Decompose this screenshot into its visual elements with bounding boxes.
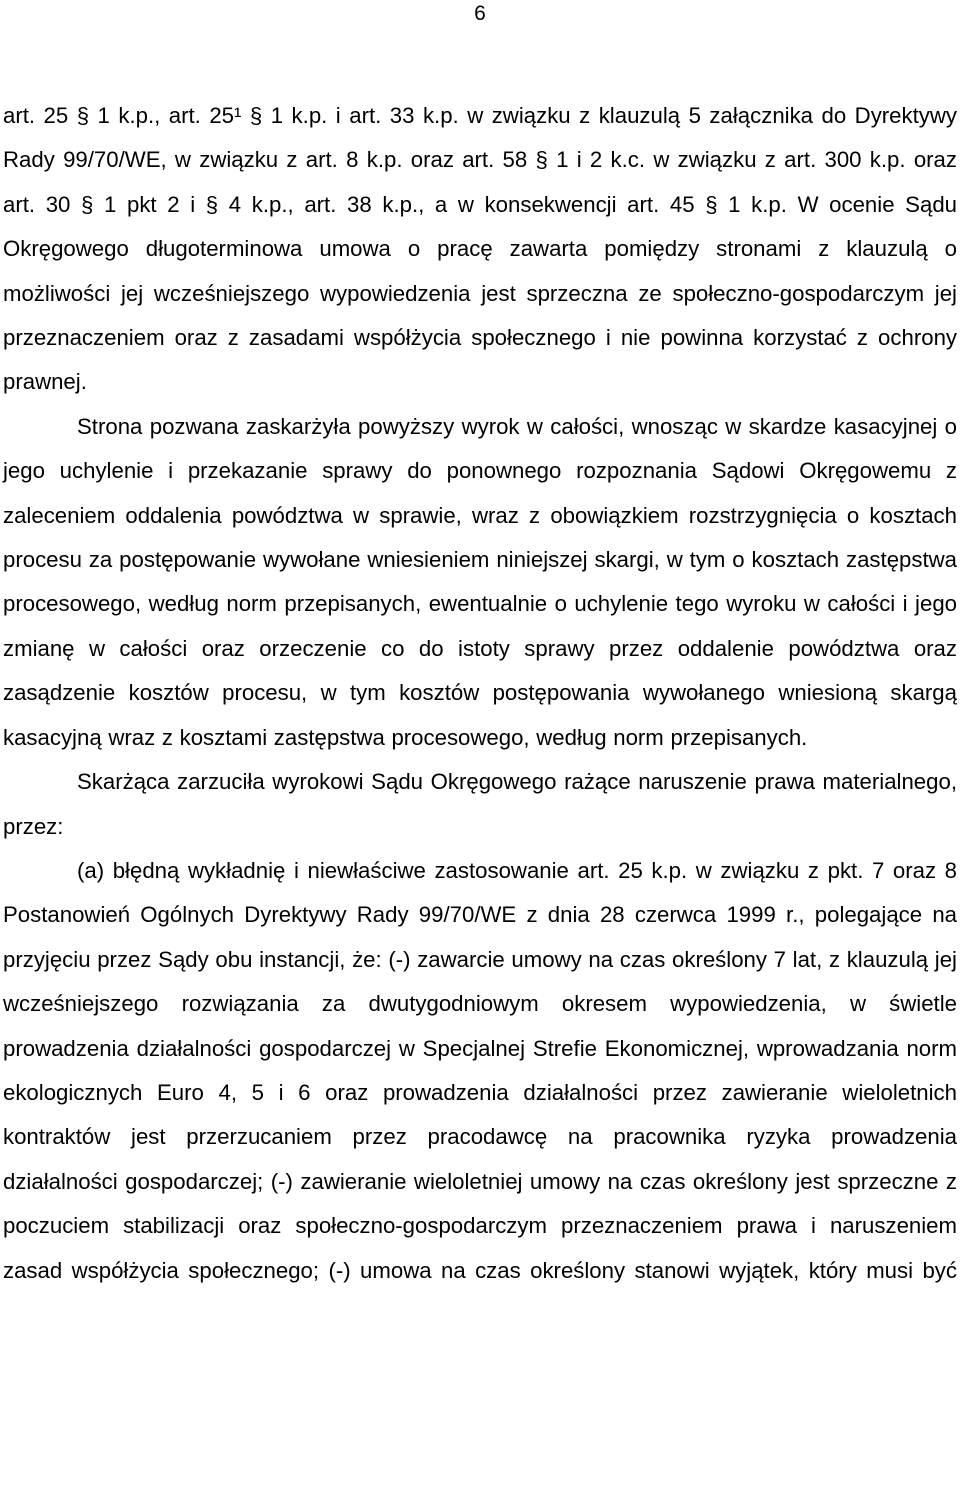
paragraph-allegations: Skarżąca zarzuciła wyrokowi Sądu Okręgowego rażące naruszenie prawa materialnego, przez: xyxy=(3,769,957,839)
paragraph-allegation-a: (a) błędną wykładnię i niewłaściwe zastosowanie art. 25 k.p. w związku z pkt. 7 oraz 8 Postanowień Ogólnych Dyrektywy Rady 99/70/WE z dnia 28 czerwca 1999 r., polegające na przyjęciu przez Sądy obu instancji, że: (-) zawarcie umowy na czas określony 7 lat, z klauzulą jej wcześniejszego rozwiązania za dwutygodniowym okresem wypowiedzenia, w świetle prowadzenia działalności gospodarczej w Specjalnej Strefie Ekonomicznej, wprowadzania norm ekologicznych Euro 4, 5 i 6 oraz prowadzenia działalności przez zawieranie wieloletnich kontraktów jest przerzucaniem przez pracodawcę na pracownika ryzyka prowadzenia działalności gospodarczej; (-) zawieranie wieloletniej umowy na czas określony jest sprzeczne z poczuciem stabilizacji oraz społeczno-gospodarczym przeznaczeniem prawa i naruszeniem zasad współżycia społecznego; (-) umowa na czas określony stanowi wyjątek, który musi być xyxy=(3,857,957,1283)
document-body xyxy=(3,94,957,1293)
paragraph-legal-basis: art. 25 § 1 k.p., art. 25¹ § 1 k.p. i art. 33 k.p. w związku z klauzulą 5 załącznika do Dyrektywy Rady 99/70/WE, w związku z art. 8 k.p. oraz art. 58 § 1 i 2 k.c. w związku z art. 300 k.p. oraz art. 30 § 1 pkt 2 i § 4 k.p., art. 38 k.p., a w konsekwencji art. 45 § 1 k.p. W ocenie Sądu Okręgowego długoterminowa umowa o pracę zawarta pomiędzy stronami z klauzulą o możliwości jej wcześniejszego wypowiedzenia jest sprzeczna ze społeczno-gospodarczym jej przeznaczeniem oraz z zasadami współżycia społecznego i nie powinna korzystać z ochrony prawnej. xyxy=(3,103,957,395)
paragraph-cassation-appeal: Strona pozwana zaskarżyła powyższy wyrok w całości, wnosząc w skardze kasacyjnej o jego uchylenie i przekazanie sprawy do ponownego rozpoznania Sądowi Okręgowemu z zaleceniem oddalenia powództwa w sprawie, wraz z obowiązkiem rozstrzygnięcia o kosztach procesu za postępowanie wywołane wniesieniem niniejszej skargi, w tym o kosztach zastępstwa procesowego, według norm przepisanych, ewentualnie o uchylenie tego wyroku w całości i jego zmianę w całości oraz orzeczenie co do istoty sprawy przez oddalenie powództwa oraz zasądzenie kosztów procesu, w tym kosztów postępowania wywołanego wniesioną skargą kasacyjną wraz z kosztami zastępstwa procesowego, według norm przepisanych. xyxy=(3,413,957,750)
page-number: 6 xyxy=(474,2,486,25)
